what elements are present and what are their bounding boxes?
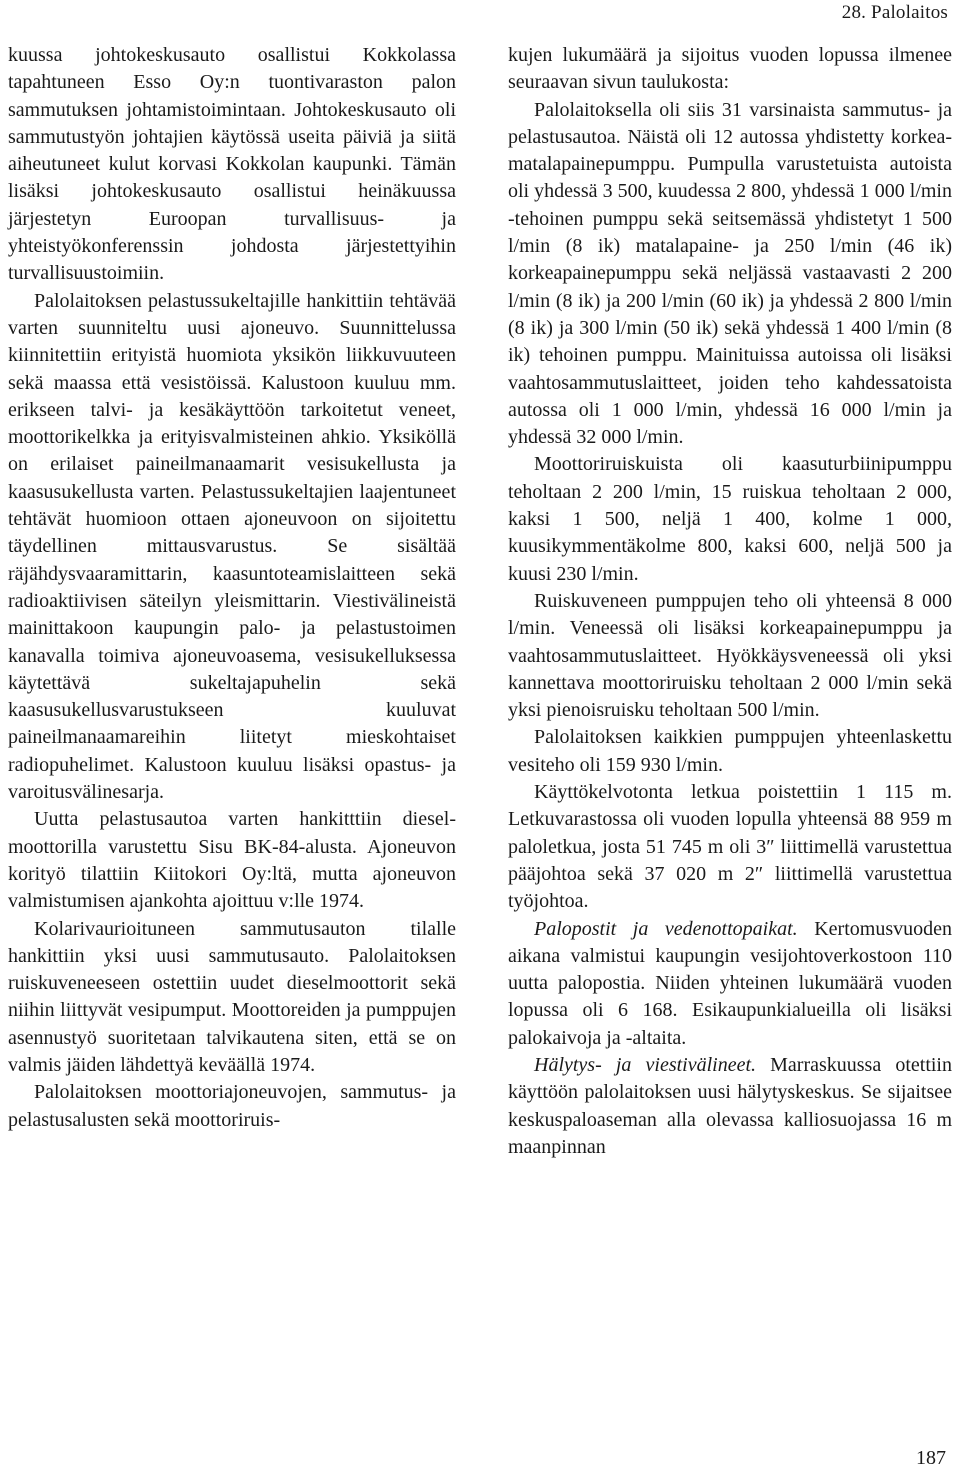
- section-lead: Palopostit ja vedenottopaikat.: [534, 917, 798, 940]
- left-column: [8, 42, 456, 1134]
- paragraph: Moottoriruiskuista oli kaasuturbiinipumppu teholtaan 2 200 l/min, 15 ruiskua teholtaan 2 000, kaksi 1 500, neljä 1 400, kolme 1 000, kuusikymmentäkolme 800, kaksi 600, neljä 500 ja kuusi 230 l/min.: [508, 453, 952, 585]
- paragraph-body: Kertomusvuoden aikana valmistui kaupungin vesijohtoverkostoon 110 uutta palopostia. Niiden yhteinen lukumäärä vuoden lopussa oli 6 168. Esikaupunkialueilla oli lisäksi palokaivoja ja -altaita.: [508, 917, 952, 1049]
- paragraph: Palolaitoksen kaikkien pumppujen yhteenlaskettu vesiteho oli 159 930 l/min.: [508, 726, 952, 776]
- paragraph: Palolaitoksen moottoriajoneuvojen, sammutus- ja pelastusalusten sekä moottoriruis-: [8, 1081, 456, 1131]
- paragraph: Palolaitoksen pelastussukeltajille hankittiin tehtävää varten suunniteltu uusi ajoneuvo. Suunnittelussa kiinnitettiin erityistä huomiota yksikön liikkuvuuteen sekä maassa että vesistöissä. Kalustoon kuuluu mm. erikseen talvi- ja kesäkäyttöön tarkoitetut veneet, moottorikelkka ja erityisvalmisteinen ahkio. Yksiköllä on erilaiset paineilmanaamarit vesisukellusta ja kaasusukellusta varten. Pelastussukeltajien laajentuneet tehtävät huomioon ottaen ajoneuvoon on sijoitettu täydellinen mittausvarustus. Se sisältää räjähdysvaaramittarin, kaasuntoteamislaitteen sekä radioaktiivisen säteilyn yleismittarin. Viestivälineistä mainittakoon kaupungin palo- ja pelastustoimen kanavalla toimiva ajoneuvoasema, vesisukelluksessa käytettävä sukeltajapuhelin sekä kaasusukellusvarustukseen kuuluvat paineilmanaamareihin liitetyt mieskohtaiset radiopuhelimet. Kalustoon kuuluu lisäksi opastus- ja varoitusvälinesarja.: [8, 289, 456, 804]
- paragraph: Kolarivaurioituneen sammutusauton tilalle hankittiin yksi uusi sammutusauto. Palolaitoksen ruiskuveneeseen ostettiin uudet dieselmoottorit sekä niihin liittyvät vesipumput. Moottoreiden ja pumppujen asennustyö suoritetaan talvikautena siten, että se on valmis jäiden lähdettyä keväällä 1974.: [8, 917, 456, 1076]
- paragraph: Palolaitoksella oli siis 31 varsinaista sammutus- ja pelastusautoa. Näistä oli 12 autossa yhdistetty korkea-matalapainepumppu. Pumpulla varustetuista autoista oli yhdessä 3 500, kuudessa 2 800, yhdessä 1 000 l/min -tehoinen pumppu sekä seitsemässä yhdistetyt 1 500 l/min (8 ik) matalapaine- ja 250 l/min (46 ik) korkeapainepumppu sekä neljässä vastaavasti 2 200 l/min (8 ik) ja 200 l/min (60 ik) ja yhdessä 2 800 l/min (8 ik) ja 300 l/min (50 ik) sekä yhdessä 1 400 l/min (8 ik) tehoinen pumppu. Mainituissa autoissa oli lisäksi vaahtosammutuslaitteet, joiden teho kahdessatoista autossa oli 1 000 l/min, yhdessä 16 000 l/min ja yhdessä 32 000 l/min.: [508, 98, 952, 449]
- paragraph-body: Marraskuussa otettiin käyttöön palolaitoksen uusi hälytyskeskus. Se sijaitsee keskuspaloaseman alla olevassa kalliosuojassa 16 m maanpinnan: [508, 1053, 952, 1158]
- paragraph: kujen lukumäärä ja sijoitus vuoden lopussa ilmenee seuraavan sivun taulukosta:: [508, 44, 952, 94]
- paragraph: Uutta pelastusautoa varten hankitttiin diesel-moottorilla varustettu Sisu BK-84-alusta. Ajoneuvon korityö tilattiin Kiitokori Oy:ltä, mutta ajoneuvon valmistumisen ajankohta ajoittuu v:lle 1974.: [8, 808, 456, 913]
- page-number: 187: [916, 1447, 946, 1469]
- paragraph: Käyttökelvotonta letkua poistettiin 1 115 m. Letkuvarastossa oli vuoden lopulla yhteensä 88 959 m paloletkua, josta 51 745 m oli 3″ liittimellä varustettua pääjohtoa sekä 37 020 m 2″ liittimellä varustettua työjohtoa.: [508, 781, 952, 913]
- paragraph: [508, 916, 952, 1052]
- paragraph: Ruiskuveneen pumppujen teho oli yhteensä 8 000 l/min. Veneessä oli lisäksi korkeapainepumppu ja vaahtosammutuslaitteet. Hyökkäysveneessä oli yksi kannettava moottoriruisku teholtaan 2 000 l/min sekä yksi pienoisruisku teholtaan 500 l/min.: [508, 589, 952, 722]
- paragraph: kuussa johtokeskusauto osallistui Kokkolassa tapahtuneen Esso Oy:n tuontivaraston palon sammutuksen johtamistoimintaan. Johtokeskusauto oli sammutustyön johtajien käytössä useita päiviä ja siitä aiheutuneet kulut korvasi Kokkolan kaupunki. Tämän lisäksi johtokeskusauto osallistui heinäkuussa järjestetyn Euroopan turvallisuus- ja yhteistyökonferenssin johdosta järjestettyihin turvallisuustoimiin.: [8, 44, 456, 285]
- running-head: 28. Palolaitos: [841, 2, 948, 23]
- paragraph: [508, 1052, 952, 1161]
- section-lead: Hälytys- ja viestivälineet.: [534, 1053, 757, 1076]
- right-column: [508, 42, 952, 1161]
